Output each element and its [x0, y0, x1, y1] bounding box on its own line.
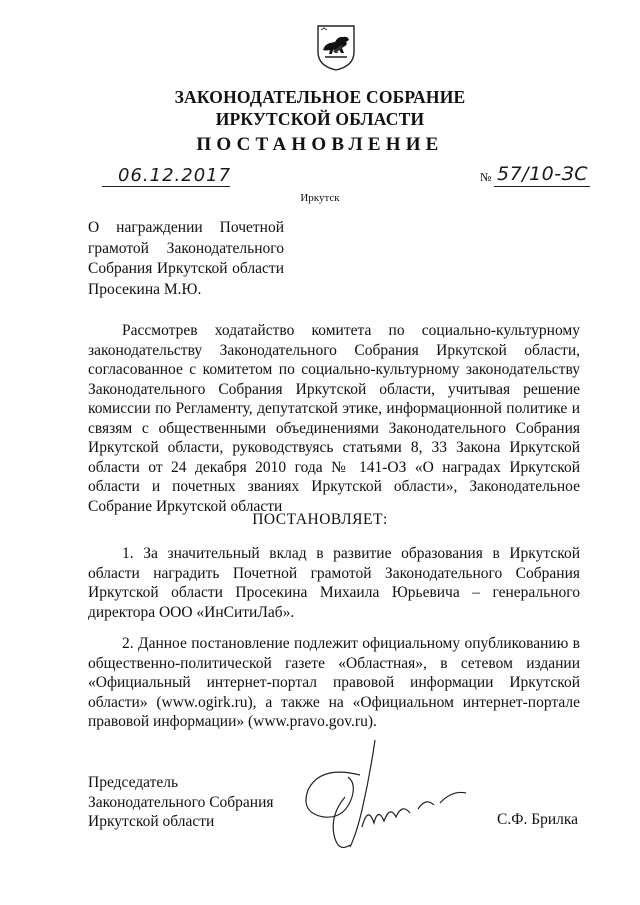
city-label: Иркутск: [300, 192, 340, 204]
signatory-title-line2: Законодательного Собрания: [88, 793, 274, 811]
organization-name-line1: ЗАКОНОДАТЕЛЬНОЕ СОБРАНИЕ: [174, 87, 466, 107]
number-underline: [494, 186, 590, 187]
signatory-title: [88, 773, 274, 832]
resolution-item-1: 1. За значительный вклад в развитие образования в Иркутской области наградить Почетной грамотой Законодательного Собрания Иркутской области Просекина Михаила Юрьевича – генерального директора ООО «ИнСитиЛаб».: [88, 545, 580, 621]
irkutsk-emblem-icon: [315, 22, 357, 72]
signatory-title-line3: Иркутской области: [88, 813, 215, 830]
handwritten-signature: [290, 735, 480, 865]
document-type-title: ПОСТАНОВЛЕНИЕ: [196, 134, 444, 155]
resolve-heading: ПОСТАНОВЛЯЕТ:: [252, 511, 388, 528]
date-underline: [102, 186, 230, 187]
preamble-paragraph: Рассмотрев ходатайство комитета по социально-культурному законодательству Законодательного Собрания Иркутской области, согласованное с комитетом по социально-культурному законодательству Законодательного Собрания Иркутской области, учитывая решение комиссии по Регламенту, депутатской этике, информационной политике и связям с общественными объединениями Законодательного Собрания Иркутской области, руководствуясь статьями 8, 33 Закона Иркутской области от 24 декабря 2010 года № 141-ОЗ «О наградах Иркутской области и почетных званиях Иркутской области», Законодательное Собрание Иркутской области: [88, 322, 580, 515]
document-number: 57/10-ЗС: [497, 163, 589, 185]
number-prefix: №: [480, 170, 492, 184]
document-date: 06.12.2017: [118, 165, 232, 186]
signatory-name: С.Ф. Брилка: [497, 811, 579, 828]
organization-name-line2: ИРКУТСКОЙ ОБЛАСТИ: [215, 109, 425, 129]
signatory-title-line1: Председатель: [88, 774, 179, 791]
document-subject: О награждении Почетной грамотой Законодательного Собрания Иркутской области Просекина М.Ю.: [88, 219, 284, 298]
resolution-item-2: 2. Данное постановление подлежит официальному опубликованию в общественно-политической газете «Областная», в сетевом издании «Официальный интернет-портал правовой информации Иркутской области» (www.ogirk.ru), а также на «Официальном интернет-портале правовой информации» (www.pravo.gov.ru).: [88, 635, 580, 730]
